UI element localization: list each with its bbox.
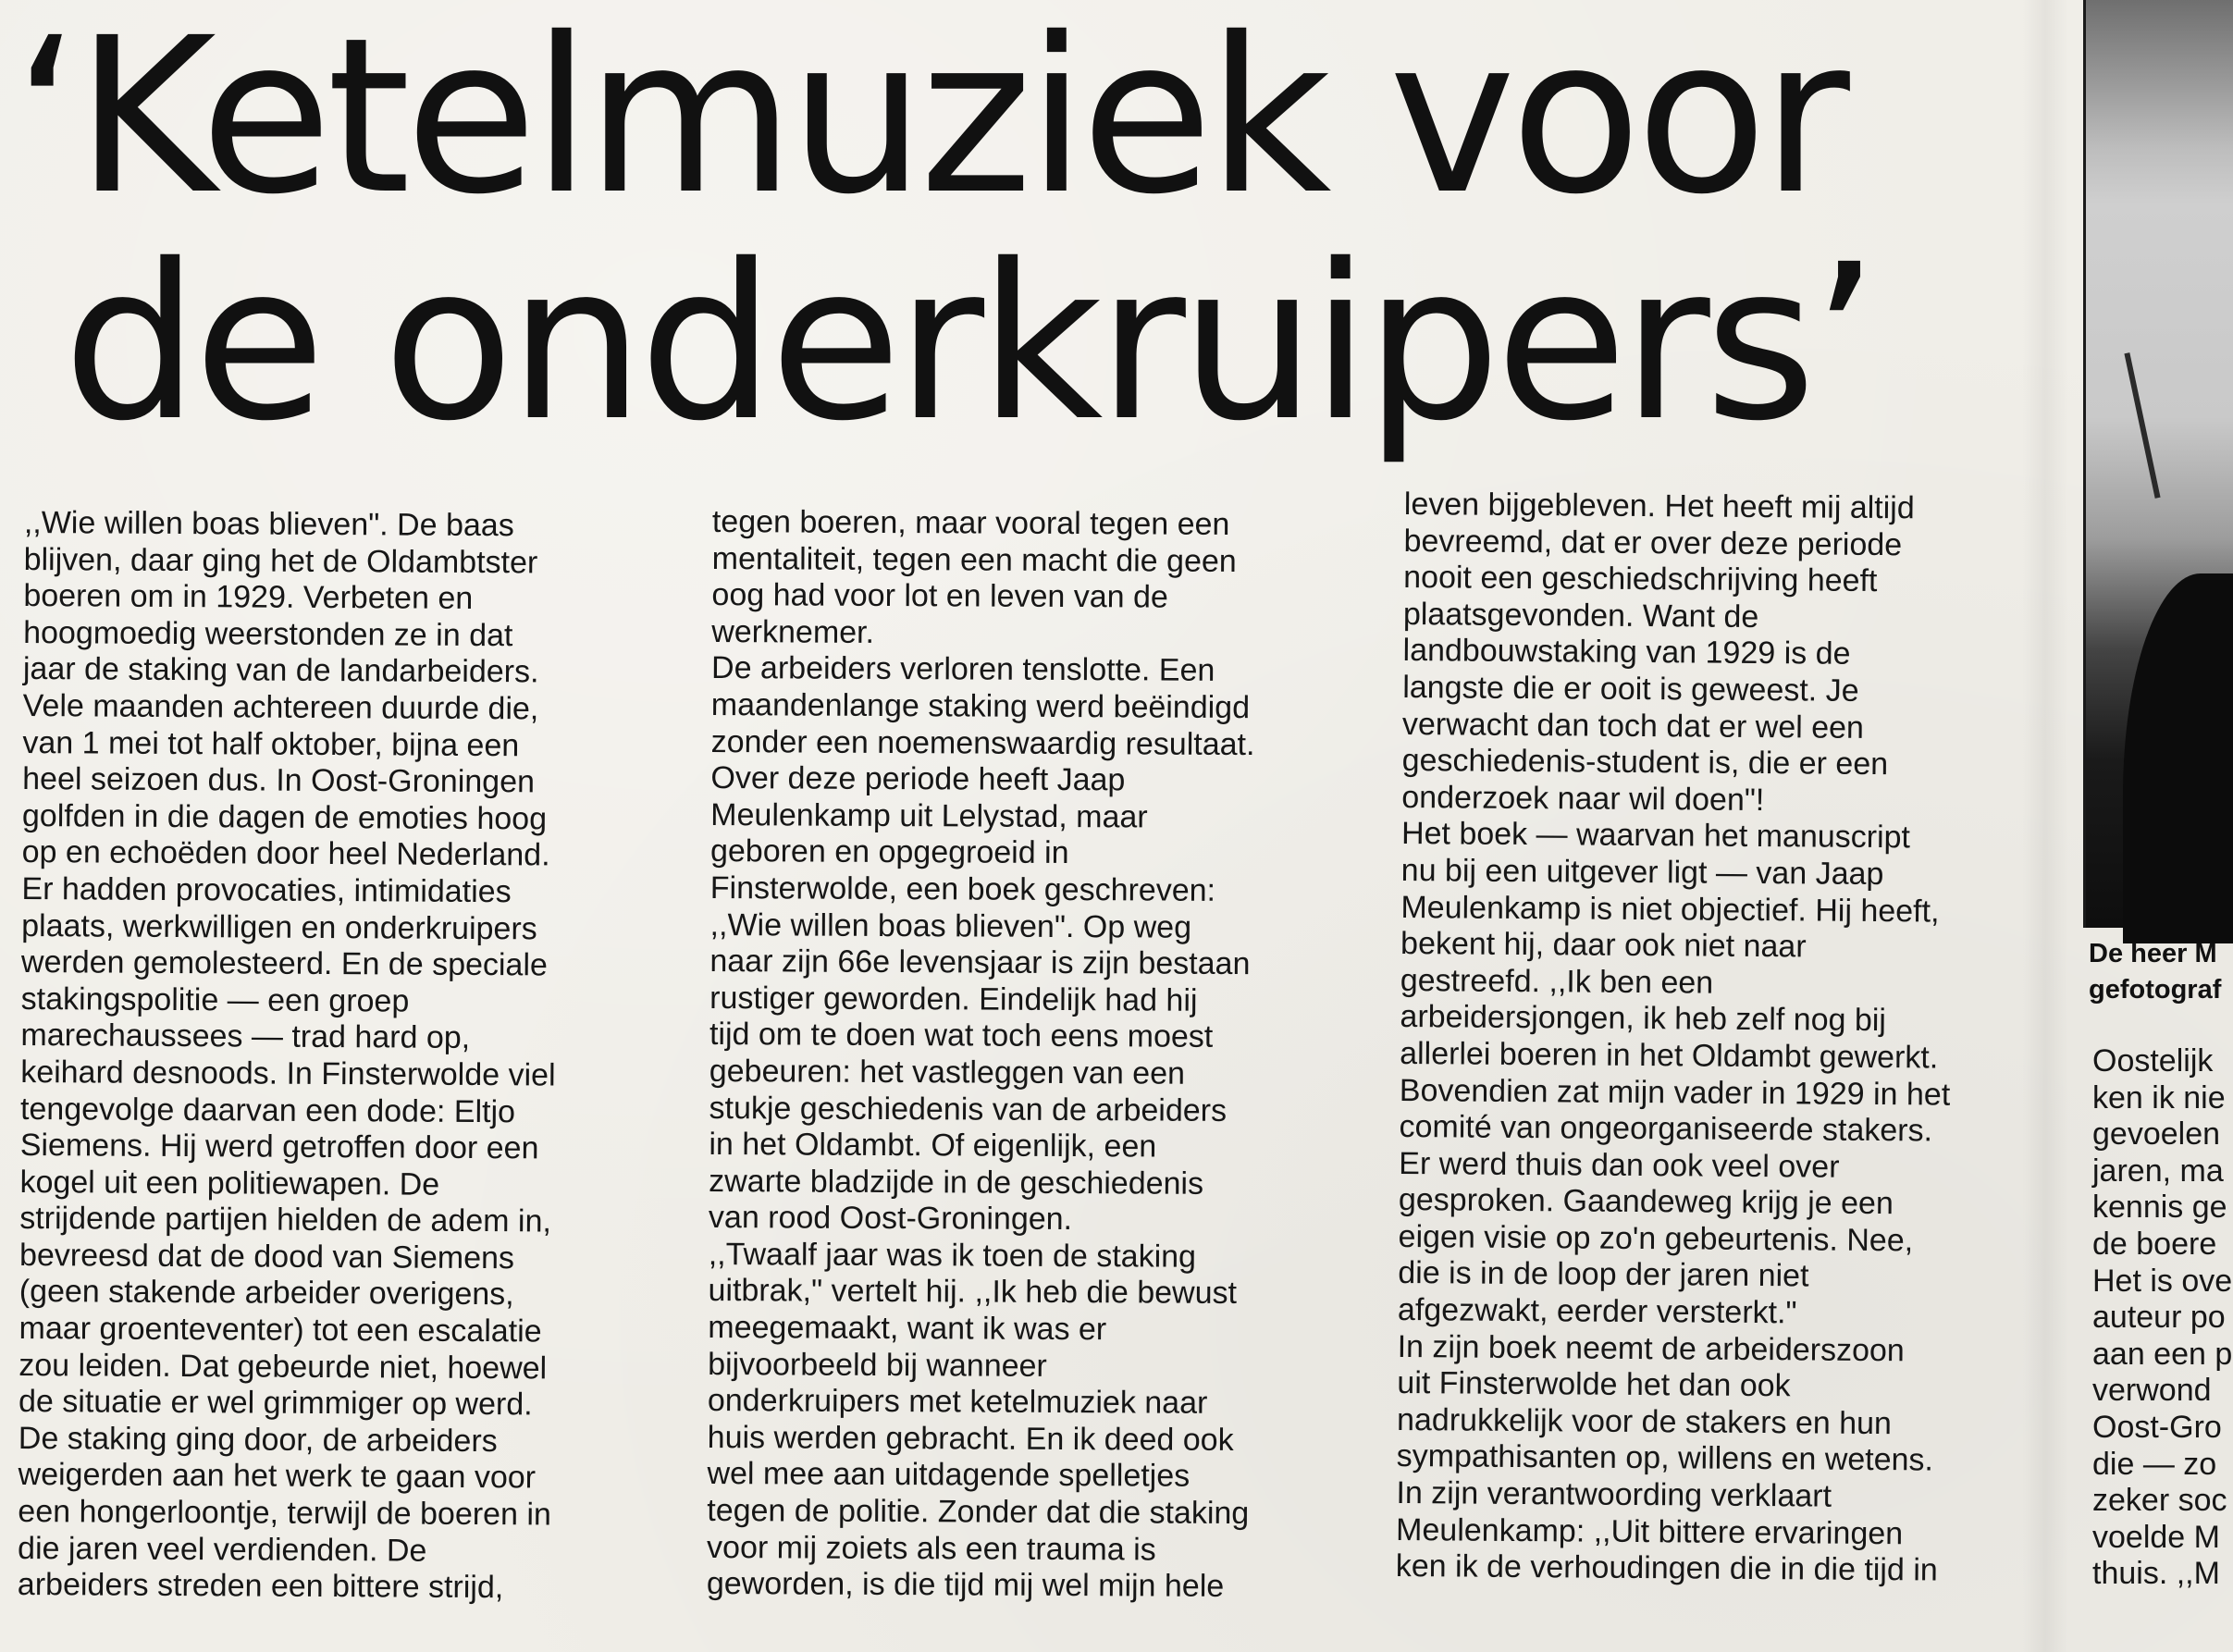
article-line: blijven, daar ging het de Oldambtster — [23, 541, 538, 580]
article-line: bijvoorbeeld bij wanneer — [708, 1346, 1047, 1384]
article-line: gevoelen — [2092, 1116, 2221, 1153]
paper-fold-shadow — [2022, 0, 2068, 1652]
article-line: van rood Oost-Groningen. — [708, 1200, 1073, 1238]
article-line: zou leiden. Dat gebeurde niet, hoewel — [19, 1347, 548, 1387]
article-column-3 — [1396, 487, 1955, 1589]
article-line: de boere — [2092, 1226, 2217, 1262]
article-line: werknemer. — [711, 613, 875, 650]
article-line: zeker soc — [2092, 1483, 2227, 1519]
article-line: Het is ove — [2092, 1263, 2233, 1299]
article-line: plaatsgevonden. Want de — [1402, 596, 1759, 635]
article-column-2 — [707, 504, 1256, 1606]
article-line: onderzoek naar wil doen"! — [1401, 779, 1765, 818]
article-line: De arbeiders verloren tenslotte. Een — [710, 650, 1215, 689]
article-line: bevreesd dat de dood van Siemens — [19, 1237, 515, 1276]
article-line: gestreefd. ,,Ik ben een — [1400, 962, 1714, 1001]
photo-detail-post — [2124, 352, 2160, 499]
article-line: maandenlange staking werd beëindigd — [710, 686, 1251, 726]
article-line: op en echoëden door heel Nederland. — [21, 834, 550, 873]
article-line: afgezwakt, eerder versterkt." — [1397, 1292, 1797, 1331]
photo-detail-figure — [2123, 573, 2233, 943]
article-line: thuis. ,,M — [2092, 1556, 2220, 1592]
article-line: ken ik nie — [2092, 1079, 2226, 1116]
article-line: sympathisanten op, willens en wetens. — [1396, 1438, 1934, 1478]
article-line: stakingspolitie — een groep — [20, 980, 410, 1019]
article-line: hoogmoedig weerstonden ze in dat — [23, 614, 513, 654]
article-line: verwond — [2092, 1373, 2212, 1409]
article-line: wel mee aan uitdagende spelletjes — [707, 1456, 1191, 1495]
article-line: De staking ging door, de arbeiders — [18, 1420, 498, 1459]
article-line: Vele maanden achtereen duurde die, — [22, 687, 539, 727]
article-line: geboren en opgegroeid in — [709, 833, 1069, 871]
article-line: rustiger geworden. Eindelijk had hij — [709, 980, 1198, 1018]
article-line: Het boek — waarvan het manuscript — [1400, 816, 1911, 856]
article-line: In zijn boek neemt de arbeiderszoon — [1397, 1328, 1905, 1368]
article-line: bevreemd, dat er over deze periode — [1403, 523, 1903, 562]
article-line: boeren om in 1929. Verbeten en — [23, 578, 474, 617]
article-line: leven bijgebleven. Het heeft mij altijd — [1403, 487, 1915, 526]
article-line: (geen stakende arbeider overigens, — [19, 1274, 514, 1313]
article-line: jaren, ma — [2092, 1153, 2224, 1189]
article-line: arbeiders streden een bittere strijd, — [17, 1567, 504, 1606]
article-line: gebeuren: het vastleggen van een — [709, 1053, 1186, 1091]
article-line: weigerden aan het werk te gaan voor — [18, 1457, 537, 1496]
article-line: nu bij een uitgever ligt — van Jaap — [1400, 852, 1884, 893]
article-line: golfden in die dagen de emoties hoog — [21, 797, 548, 837]
article-line: verwacht dan toch dat er wel een — [1401, 706, 1865, 746]
article-line: Meulenkamp is niet objectief. Hij heeft, — [1400, 889, 1940, 930]
article-line: meegemaakt, want ik was er — [708, 1310, 1107, 1348]
article-line: uit Finsterwolde het dan ook — [1397, 1365, 1791, 1404]
article-line: ,,Twaalf jaar was ik toen de staking — [708, 1236, 1197, 1275]
article-line: Meulenkamp uit Lelystad, maar — [710, 796, 1148, 835]
article-line: voelde M — [2092, 1519, 2220, 1555]
article-line: comité van ongeorganiseerde stakers. — [1399, 1109, 1933, 1149]
article-line: uitbrak," vertelt hij. ,,Ik heb die bewust — [708, 1273, 1238, 1312]
article-line: kennis ge — [2092, 1190, 2227, 1226]
article-line: ,,Wie willen boas blieven". De baas — [23, 505, 514, 544]
article-line: Meulenkamp: ,,Uit bittere ervaringen — [1395, 1511, 1904, 1551]
article-line: ,,Wie willen boas blieven". Op weg — [709, 906, 1192, 945]
article-line: tijd om te doen wat toch eens moest — [709, 1017, 1214, 1055]
article-column-1 — [18, 505, 560, 1607]
photo-caption — [2089, 936, 2221, 1008]
photo-caption-line-1: De heer M — [2089, 939, 2217, 968]
article-line: gesproken. Gaandeweg krijg je een — [1398, 1182, 1894, 1222]
article-line: keihard desnoods. In Finsterwolde viel — [20, 1054, 556, 1093]
article-line: kogel uit een politiewapen. De — [19, 1164, 440, 1202]
article-line: tegen boeren, maar vooral tegen een — [711, 504, 1230, 542]
article-line: nadrukkelijk voor de stakers en hun — [1396, 1401, 1893, 1442]
article-line: heel seizoen dus. In Oost-Groningen — [22, 761, 536, 800]
article-line: landbouwstaking van 1929 is de — [1402, 633, 1851, 672]
article-line: auteur po — [2092, 1300, 2226, 1336]
article-line: geschiedenis-student is, die er een — [1401, 743, 1889, 783]
article-column-4-cropped — [2092, 1043, 2232, 1593]
article-line: Siemens. Hij werd getroffen door een — [19, 1128, 539, 1166]
article-line: stukje geschiedenis van de arbeiders — [709, 1090, 1228, 1128]
article-line: aan een p — [2092, 1336, 2233, 1372]
article-line: bekent hij, daar ook niet naar — [1400, 926, 1807, 965]
article-line: eigen visie op zo'n gebeurtenis. Nee, — [1398, 1218, 1914, 1259]
article-line: arbeidersjongen, ik heb zelf nog bij — [1400, 999, 1887, 1039]
article-line: die is in de loop der jaren niet — [1398, 1255, 1809, 1294]
article-line: tengevolge daarvan een dode: Eltjo — [19, 1091, 516, 1129]
article-line: mentaliteit, tegen een macht die geen — [711, 540, 1237, 579]
article-line: Finsterwolde, een boek geschreven: — [709, 869, 1216, 908]
article-line: voor mij zoiets als een trauma is — [706, 1529, 1156, 1568]
article-line: zonder een noemenswaardig resultaat. — [710, 723, 1255, 762]
article-line: Oostelijk — [2092, 1043, 2214, 1079]
article-line: de situatie er wel grimmiger op werd. — [18, 1384, 533, 1423]
article-line: strijdende partijen hielden de adem in, — [19, 1201, 552, 1239]
article-photo — [2083, 0, 2233, 928]
article-line: Oost-Gro — [2092, 1409, 2222, 1445]
photo-caption-line-2: gefotograf — [2089, 975, 2222, 1005]
article-line: In zijn verantwoording verklaart — [1396, 1474, 1832, 1514]
article-line: een hongerloontje, terwijl de boeren in — [18, 1494, 551, 1533]
article-line: geworden, is die tijd mij wel mijn hele — [706, 1566, 1225, 1605]
article-line: in het Oldambt. Of eigenlijk, een — [709, 1127, 1157, 1165]
article-line: werden gemolesteerd. En de speciale — [20, 944, 548, 983]
article-line: van 1 mei tot half oktober, bijna een — [22, 724, 520, 763]
article-line: jaar de staking van de landarbeiders. — [22, 651, 539, 690]
article-line: zwarte bladzijde in de geschiedenis — [709, 1163, 1204, 1202]
article-line: die jaren veel verdienden. De — [17, 1530, 427, 1569]
headline-line-1: ‘Ketelmuziek voor — [13, 0, 1844, 241]
article-line: nooit een geschiedschrijving heeft — [1403, 560, 1878, 599]
article-line: tegen de politie. Zonder dat die staking — [707, 1493, 1250, 1532]
article-line: Er hadden provocaties, intimidaties — [21, 870, 512, 910]
article-line: plaats, werkwilligen en onderkruipers — [21, 907, 537, 946]
article-line: oog had voor lot en leven van de — [711, 577, 1168, 615]
article-line: maar groenteventer) tot een escalatie — [19, 1311, 542, 1350]
article-line: die — zo — [2092, 1446, 2217, 1482]
article-line: Er werd thuis dan ook veel over — [1399, 1145, 1840, 1185]
article-line: allerlei boeren in het Oldambt gewerkt. — [1400, 1035, 1939, 1076]
article-line: huis werden gebracht. En ik deed ook — [707, 1419, 1234, 1458]
headline-line-2: de onderkruipers’ — [63, 218, 1874, 468]
article-line: onderkruipers met ketelmuziek naar — [707, 1383, 1208, 1422]
article-line: Over deze periode heeft Jaap — [710, 760, 1126, 798]
article-line: langste die er ooit is geweest. Je — [1402, 669, 1859, 709]
article-line: Bovendien zat mijn vader in 1929 in het — [1399, 1072, 1951, 1113]
article-line: ken ik de verhoudingen die in die tijd in — [1395, 1548, 1938, 1588]
article-line: naar zijn 66e levensjaar is zijn bestaan — [709, 943, 1251, 982]
article-line: marechaussees — trad hard op, — [20, 1017, 471, 1056]
